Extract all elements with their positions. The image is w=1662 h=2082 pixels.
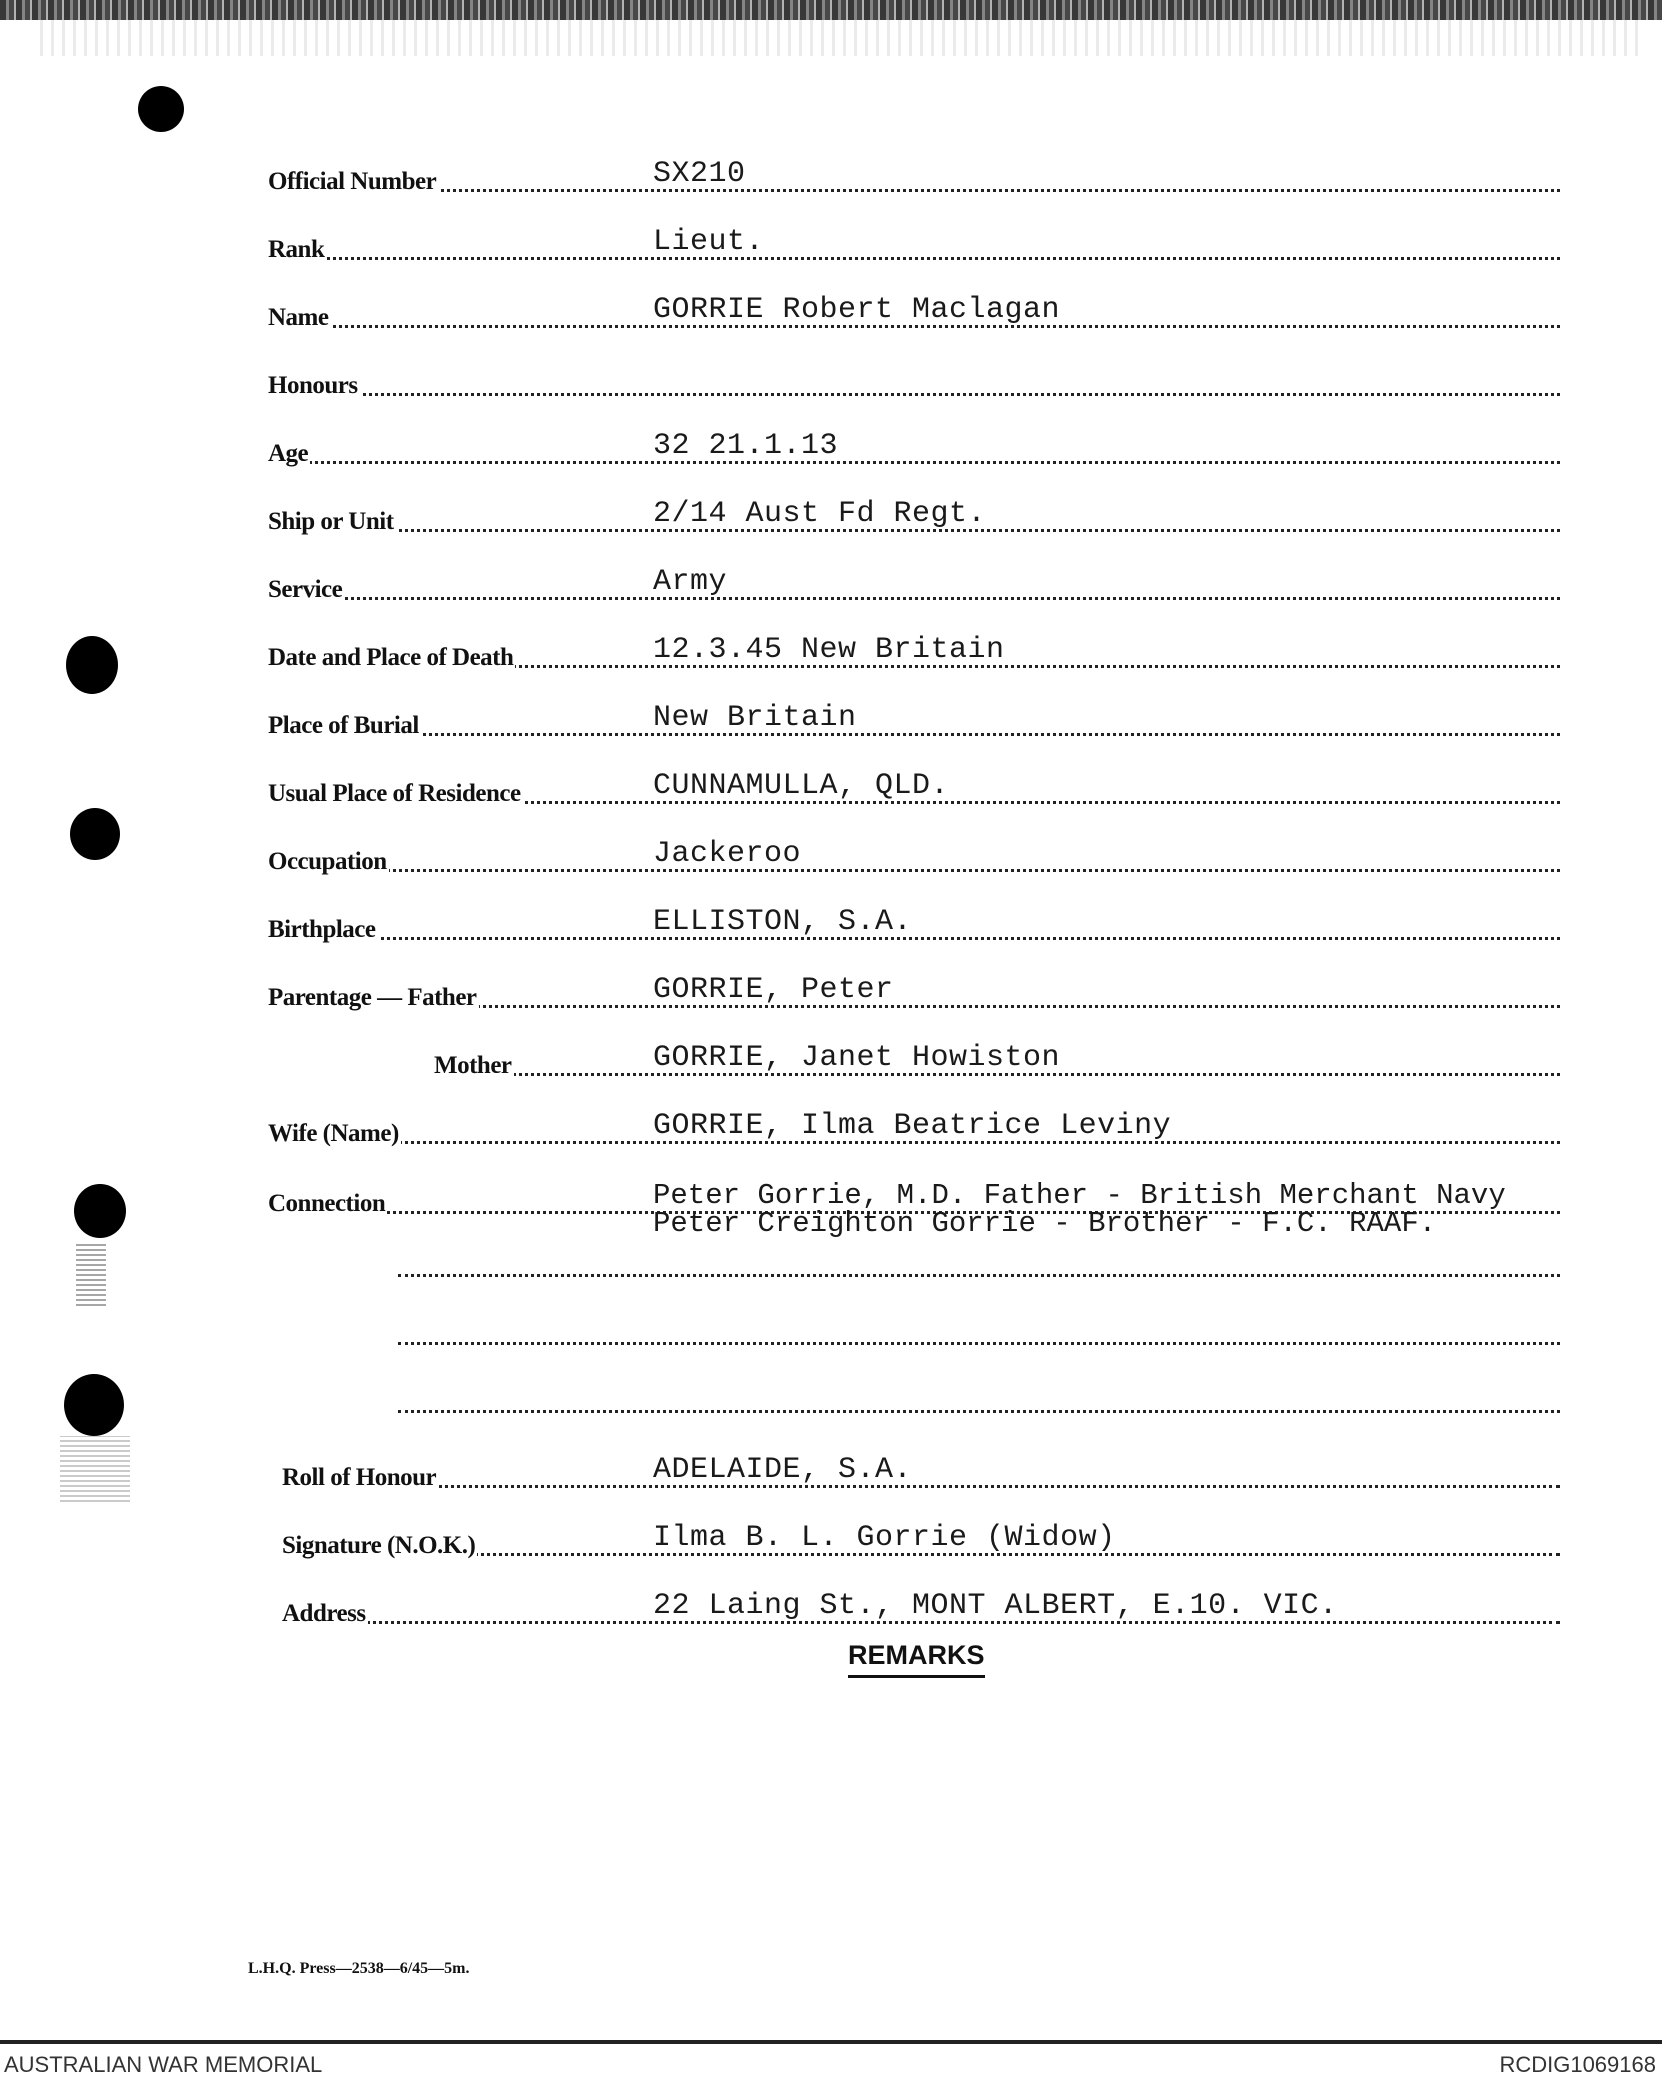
field-honours — [268, 354, 1560, 400]
field-label: Wife (Name) — [268, 1120, 399, 1147]
blank-dotted-line-3 — [398, 1410, 1560, 1413]
field-rank — [268, 218, 1560, 264]
field-label: Rank — [268, 236, 325, 263]
blank-dotted-line-2 — [398, 1342, 1560, 1345]
field-value: GORRIE Robert Maclagan — [653, 293, 1061, 327]
field-value: ADELAIDE, S.A. — [653, 1453, 913, 1487]
field-label: Connection — [268, 1190, 386, 1217]
field-label: Official Number — [268, 168, 437, 195]
punch-hole-3 — [70, 808, 120, 860]
dotted-line — [268, 597, 1560, 600]
field-father — [268, 966, 1560, 1012]
field-value: GORRIE, Janet Howiston — [653, 1041, 1061, 1075]
archive-id: RCDIG1069168 — [1499, 2052, 1656, 2077]
field-mother — [268, 1034, 1560, 1080]
dotted-line — [268, 937, 1560, 940]
field-value: Lieut. — [653, 225, 765, 259]
field-roll-of-honour — [268, 1446, 1560, 1492]
dotted-line — [268, 461, 1560, 464]
field-value: 22 Laing St., MONT ALBERT, E.10. VIC. — [653, 1589, 1338, 1623]
field-value: Jackeroo — [653, 837, 802, 871]
press-mark: L.H.Q. Press—2538—6/45—5m. — [248, 1960, 470, 1977]
field-value: SX210 — [653, 157, 746, 191]
field-label: Birthplace — [268, 916, 376, 943]
field-label: Occupation — [268, 848, 387, 875]
field-label: Roll of Honour — [282, 1464, 437, 1491]
field-label: Name — [268, 304, 329, 331]
scan-smudge-1 — [76, 1244, 106, 1306]
dotted-line — [268, 733, 1560, 736]
dotted-line — [268, 189, 1560, 192]
field-value: 32 21.1.13 — [653, 429, 839, 463]
scan-bottom-edge — [0, 2040, 1662, 2044]
field-label: Ship or Unit — [268, 508, 394, 535]
field-value: Peter Gorrie, M.D. Father - British Merchant Navy — [653, 1179, 1506, 1212]
punch-hole-5 — [64, 1374, 124, 1436]
blank-dotted-line-1 — [398, 1274, 1560, 1277]
dotted-line — [282, 1485, 1560, 1488]
field-label: Age — [268, 440, 309, 467]
field-value: ELLISTON, S.A. — [653, 905, 913, 939]
field-connection — [268, 1172, 1560, 1240]
field-value-line-2: Peter Creighton Gorrie - Brother - F.C. RAAF. — [653, 1207, 1437, 1240]
scan-top-noise — [40, 20, 1640, 56]
field-label: Address — [282, 1600, 366, 1627]
field-value: New Britain — [653, 701, 857, 735]
field-value: GORRIE, Ilma Beatrice Leviny — [653, 1109, 1172, 1143]
field-date-place-of-death — [268, 626, 1560, 672]
field-signature — [268, 1514, 1560, 1560]
remarks-heading: REMARKS — [848, 1640, 985, 1678]
field-birthplace — [268, 898, 1560, 944]
field-label: Honours — [268, 372, 358, 399]
dotted-line — [268, 393, 1560, 396]
field-label: Place of Burial — [268, 712, 419, 739]
dotted-line — [268, 869, 1560, 872]
field-label: Signature (N.O.K.) — [282, 1532, 476, 1559]
field-value: 12.3.45 New Britain — [653, 633, 1005, 667]
field-occupation — [268, 830, 1560, 876]
field-official-number — [268, 150, 1560, 196]
field-name — [268, 286, 1560, 332]
field-address — [268, 1582, 1560, 1628]
dotted-line — [268, 257, 1560, 260]
field-value: 2/14 Aust Fd Regt. — [653, 497, 987, 531]
field-label: Service — [268, 576, 343, 603]
field-value: Ilma B. L. Gorrie (Widow) — [653, 1521, 1116, 1555]
field-wife — [268, 1102, 1560, 1148]
field-label: Date and Place of Death — [268, 644, 514, 671]
field-value: GORRIE, Peter — [653, 973, 894, 1007]
field-label: Usual Place of Residence — [268, 780, 521, 807]
field-label: Parentage — Father — [268, 984, 477, 1011]
scan-smudge-2 — [60, 1436, 130, 1502]
punch-hole-2 — [66, 636, 118, 694]
field-value: CUNNAMULLA, QLD. — [653, 769, 950, 803]
punch-hole-1 — [138, 86, 184, 132]
field-value: Army — [653, 565, 728, 599]
field-age — [268, 422, 1560, 468]
punch-hole-4 — [74, 1184, 126, 1238]
field-label: Mother — [434, 1052, 512, 1079]
field-usual-residence — [268, 762, 1560, 808]
archive-credit: AUSTRALIAN WAR MEMORIAL — [4, 2052, 323, 2077]
field-place-of-burial — [268, 694, 1560, 740]
scan-top-edge — [0, 0, 1662, 20]
field-service — [268, 558, 1560, 604]
field-ship-or-unit — [268, 490, 1560, 536]
